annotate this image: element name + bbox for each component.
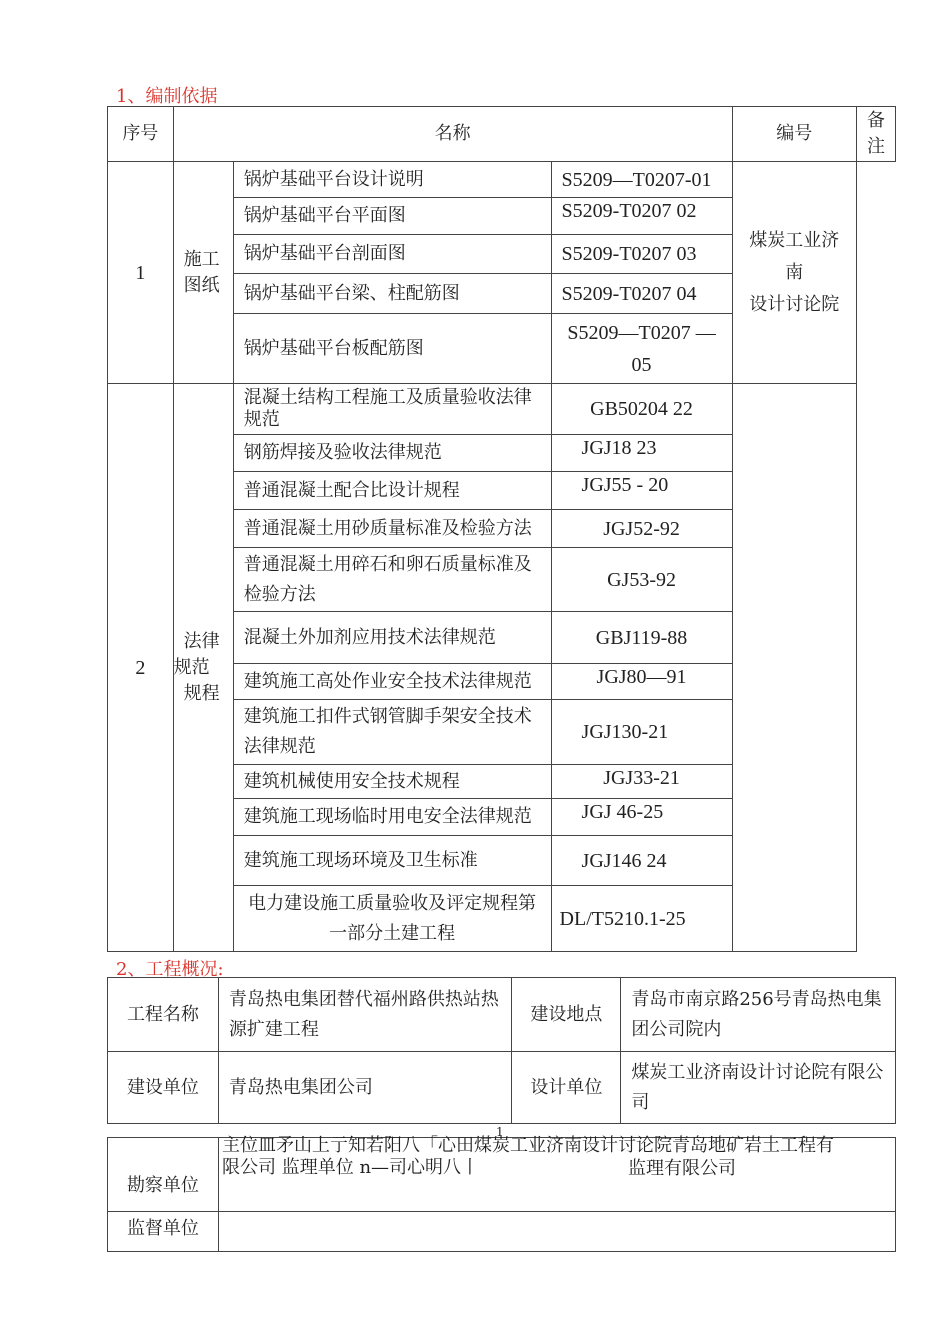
location-label: 建设地点 xyxy=(512,978,621,1052)
project-name-value: 青岛热电集团替代福州路供热站热源扩建工程 xyxy=(218,978,512,1052)
table-row xyxy=(108,162,896,198)
row-name: 建筑施工扣件式钢管脚手架安全技术法律规范 xyxy=(233,700,551,765)
row-code: GBJ119-88 xyxy=(551,612,732,664)
survey-label: 勘察单位 xyxy=(108,1138,219,1212)
row-name: 普通混凝土用砂质量标准及检验方法 xyxy=(233,510,551,548)
row-code: GJ53-92 xyxy=(551,548,732,612)
overlap-text: 主位皿矛山上亍知若阳八「心田煤炭工业济南设计讨论院青岛地矿岩土工程有 限公司 监理单位 n—司心明八丨 xyxy=(222,1135,834,1178)
row-code: JGJ80—91 xyxy=(551,664,732,700)
row-code: JGJ130-21 xyxy=(551,700,732,765)
header-name: 名称 xyxy=(173,107,732,162)
designer-value: 煤炭工业济南设计讨论院有限公司 xyxy=(621,1052,896,1124)
table-row xyxy=(108,384,896,435)
row-name: 建筑机械使用安全技术规程 xyxy=(233,765,551,799)
page-number: 1 xyxy=(496,1125,504,1139)
row-name: 电力建设施工质量验收及评定规程第一部分土建工程 xyxy=(233,886,551,952)
section1-title: 1、编制依据 xyxy=(116,86,218,107)
row-name: 建筑施工现场环境及卫生标准 xyxy=(233,836,551,886)
row-code: DL/T5210.1-25 xyxy=(551,886,732,952)
row-name: 混凝土外加剂应用技术法律规范 xyxy=(233,612,551,664)
row-code: S5209-T0207 02 xyxy=(551,198,732,235)
row-code: S5209—T0207-01 xyxy=(551,162,732,198)
row-name: 锅炉基础平台平面图 xyxy=(233,198,551,235)
section2-title: 2、工程概况: xyxy=(116,959,224,980)
row-name: 钢筋焊接及验收法律规范 xyxy=(233,435,551,472)
row-name: 普通混凝土配合比设计规程 xyxy=(233,472,551,510)
designer-label: 设计单位 xyxy=(512,1052,621,1124)
group1-category: 施工 图纸 xyxy=(173,162,233,384)
row-code: JGJ 46-25 xyxy=(551,799,732,836)
row-code: JGJ18 23 xyxy=(551,435,732,472)
group2-category: 法律 规范 规程 xyxy=(173,384,233,952)
group1-index: 1 xyxy=(108,162,174,384)
row-code: JGJ33-21 xyxy=(551,765,732,799)
row-code: JGJ146 24 xyxy=(551,836,732,886)
row-code: JGJ55 - 20 xyxy=(551,472,732,510)
group2-remark xyxy=(732,384,856,952)
builder-label: 建设单位 xyxy=(108,1052,219,1124)
row-code: GB50204 22 xyxy=(551,384,732,435)
row-name: 混凝土结构工程施工及质量验收法律规范 xyxy=(233,384,551,435)
table-row xyxy=(108,978,896,1052)
header-index: 序号 xyxy=(108,107,174,162)
header-remark: 备注 xyxy=(857,107,896,162)
table-row xyxy=(108,1212,896,1252)
row-code: JGJ52-92 xyxy=(551,510,732,548)
row-name: 普通混凝土用碎石和卵石质量标准及检验方法 xyxy=(233,548,551,612)
row-name: 建筑施工高处作业安全技术法律规范 xyxy=(233,664,551,700)
table-row xyxy=(108,1052,896,1124)
header-code: 编号 xyxy=(732,107,856,162)
oversight-value xyxy=(218,1212,895,1252)
row-name: 建筑施工现场临时用电安全法律规范 xyxy=(233,799,551,836)
location-value: 青岛市南京路256号青岛热电集团公司院内 xyxy=(621,978,896,1052)
row-name: 锅炉基础平台板配筋图 xyxy=(233,314,551,384)
oversight-label: 监督单位 xyxy=(108,1212,219,1252)
basis-table xyxy=(107,106,896,952)
row-name: 锅炉基础平台剖面图 xyxy=(233,235,551,274)
project-name-label: 工程名称 xyxy=(108,978,219,1052)
supervision-company: 监理有限公司 xyxy=(628,1158,736,1179)
row-name: 锅炉基础平台梁、柱配筋图 xyxy=(233,274,551,314)
group1-remark: 煤炭工业济南 设计讨论院 xyxy=(732,162,856,384)
row-code: S5209-T0207 04 xyxy=(551,274,732,314)
group2-index: 2 xyxy=(108,384,174,952)
row-name: 锅炉基础平台设计说明 xyxy=(233,162,551,198)
builder-value: 青岛热电集团公司 xyxy=(218,1052,512,1124)
row-code: S5209-T0207 03 xyxy=(551,235,732,274)
row-code: S5209—T0207 —05 xyxy=(551,314,732,384)
overview-table xyxy=(107,977,896,1124)
